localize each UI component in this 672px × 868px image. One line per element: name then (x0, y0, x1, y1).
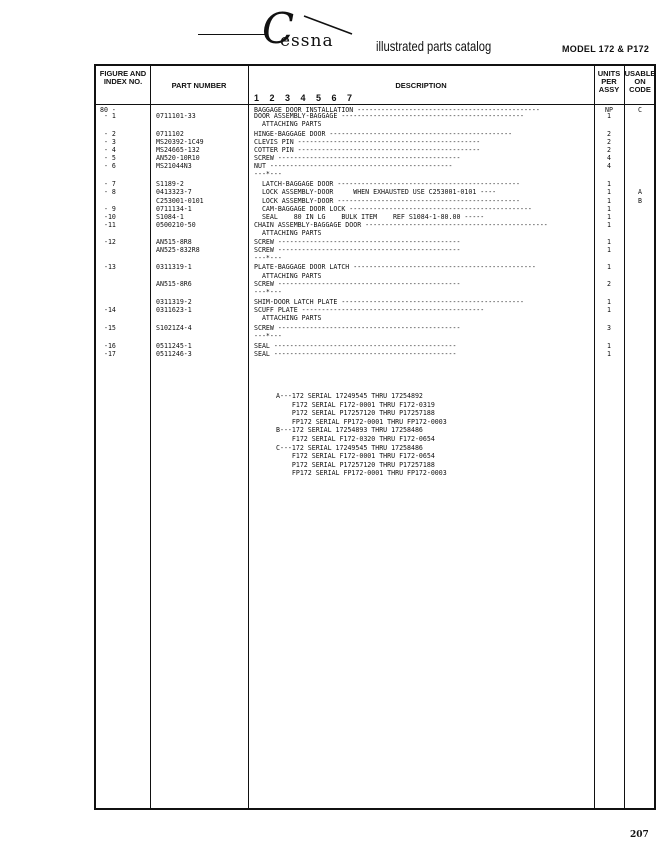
description-cell: SCREW ---------------------------------------------- (254, 324, 461, 332)
part-number-cell: AN515-8R6 (156, 280, 192, 288)
part-number-cell: S1189-2 (156, 180, 184, 188)
description-cell: ATTACHING PARTS (254, 229, 322, 237)
part-number-cell: 0511245-1 (156, 342, 192, 350)
figure-index-cell: 80 - (100, 106, 116, 114)
part-number-cell: C253001-0101 (156, 197, 204, 205)
description-cell: SCREW ---------------------------------------------- (254, 154, 461, 162)
part-number-cell: 0311623-1 (156, 306, 192, 314)
part-number-cell: 0311319-2 (156, 298, 192, 306)
parts-table (94, 64, 656, 810)
note-line: FP172 SERIAL FP172-0001 THRU FP172-0003 (276, 417, 447, 426)
part-number-cell: 0311319-1 (156, 263, 192, 271)
units-per-assy-cell: 1 (607, 197, 611, 205)
note-line: C---172 SERIAL 17249545 THRU 17258486 (276, 443, 423, 452)
table-row (96, 350, 654, 359)
part-number-cell: S1021Z4-4 (156, 324, 192, 332)
units-per-assy-cell: 1 (607, 205, 611, 213)
figure-index-cell: - 5 (100, 154, 116, 162)
table-row (96, 170, 654, 179)
usable-on-code-cell: A (638, 188, 642, 196)
column-header-part-number: PART NUMBER (171, 81, 227, 90)
table-row (96, 229, 654, 238)
units-per-assy-cell: 2 (607, 280, 611, 288)
units-per-assy-cell: 1 (607, 342, 611, 350)
note-line: B---172 SERIAL 17254893 THRU 17258486 (276, 426, 423, 435)
figure-index-cell: -16 (100, 342, 116, 350)
figure-index-cell: -13 (100, 263, 116, 271)
description-cell: SCUFF PLATE ---------------------------------------------- (254, 306, 485, 314)
table-row (96, 332, 654, 341)
description-cell: DOOR ASSEMBLY-BAGGAGE ---------------------------------------------- (254, 112, 524, 120)
part-number-cell: MS21044N3 (156, 162, 192, 170)
figure-index-cell: - 6 (100, 162, 116, 170)
column-header-usable-code: USABLE ON CODE (624, 69, 656, 94)
description-cell: ---*--- (254, 332, 282, 340)
part-number-cell: S1084-1 (156, 213, 184, 221)
description-cell: SEAL 80 IN LG BULK ITEM REF S1084-1-80.00 ----- (254, 213, 485, 221)
note-line: F172 SERIAL F172-0320 THRU F172-0654 (276, 434, 435, 443)
part-number-cell: 0511246-3 (156, 350, 192, 358)
table-row (96, 188, 654, 197)
brand-wordmark: essna (280, 31, 334, 51)
units-per-assy-cell: NP (605, 106, 613, 114)
units-per-assy-cell: 2 (607, 138, 611, 146)
part-number-cell: 0711134-1 (156, 205, 192, 213)
table-row (96, 263, 654, 272)
indent-level-digits: 1 2 3 4 5 6 7 (254, 93, 357, 103)
part-number-cell: MS20392-1C49 (156, 138, 204, 146)
units-per-assy-cell: 1 (607, 112, 611, 120)
description-cell: ATTACHING PARTS (254, 272, 322, 280)
figure-index-cell: - 8 (100, 188, 116, 196)
description-cell: CAM-BAGGAGE DOOR LOCK ---------------------------------------------- (254, 205, 532, 213)
units-per-assy-cell: 1 (607, 298, 611, 306)
figure-index-cell: -12 (100, 238, 116, 246)
units-per-assy-cell: 1 (607, 188, 611, 196)
description-cell: ---*--- (254, 170, 282, 178)
units-per-assy-cell: 2 (607, 146, 611, 154)
units-per-assy-cell: 1 (607, 350, 611, 358)
description-cell: SCREW ---------------------------------------------- (254, 246, 461, 254)
description-cell: SHIM-DOOR LATCH PLATE ---------------------------------------------- (254, 298, 524, 306)
logo-rule-left (198, 34, 266, 35)
description-cell: SCREW ---------------------------------------------- (254, 238, 461, 246)
description-cell: SCREW ---------------------------------------------- (254, 280, 461, 288)
description-cell: COTTER PIN ---------------------------------------------- (254, 146, 481, 154)
note-line: F172 SERIAL F172-0001 THRU F172-0319 (276, 400, 435, 409)
usable-on-code-cell: B (638, 197, 642, 205)
part-number-cell: 0711101-33 (156, 112, 196, 120)
catalog-title: illustrated parts catalog (376, 38, 492, 54)
description-cell: BAGGAGE DOOR INSTALLATION ---------------------------------------------- (254, 106, 540, 114)
part-number-cell: 0413323-7 (156, 188, 192, 196)
figure-index-cell: -10 (100, 213, 116, 221)
figure-index-cell: - 1 (100, 112, 116, 120)
figure-index-cell: - 4 (100, 146, 116, 154)
note-line: A---172 SERIAL 17249545 THRU 17254892 (276, 392, 423, 400)
note-line: FP172 SERIAL FP172-0001 THRU FP172-0003 (276, 469, 447, 478)
part-number-cell: 0500210-50 (156, 221, 196, 229)
units-per-assy-cell: 1 (607, 238, 611, 246)
table-row (96, 314, 654, 323)
description-cell: LATCH-BAGGAGE DOOR ---------------------------------------------- (254, 180, 520, 188)
description-cell: HINGE-BAGGAGE DOOR ---------------------------------------------- (254, 130, 513, 138)
note-line: P172 SERIAL P17257120 THRU P17257188 (276, 409, 435, 418)
description-cell: ATTACHING PARTS (254, 314, 322, 322)
description-cell: PLATE-BAGGAGE DOOR LATCH ---------------------------------------------- (254, 263, 536, 271)
units-per-assy-cell: 1 (607, 263, 611, 271)
part-number-cell: AN525-832R8 (156, 246, 200, 254)
description-cell: CLEVIS PIN ---------------------------------------------- (254, 138, 481, 146)
description-cell: ATTACHING PARTS (254, 120, 322, 128)
serial-effectivity-notes (276, 392, 447, 478)
figure-index-cell: - 2 (100, 130, 116, 138)
brand-initial: C (262, 4, 295, 53)
note-line: P172 SERIAL P17257120 THRU P17257188 (276, 460, 435, 469)
note-line: F172 SERIAL F172-0001 THRU F172-0654 (276, 452, 435, 461)
units-per-assy-cell: 1 (607, 306, 611, 314)
units-per-assy-cell: 2 (607, 130, 611, 138)
figure-index-cell: -14 (100, 306, 116, 314)
table-row (96, 254, 654, 263)
usable-on-code-cell: C (638, 106, 642, 114)
description-cell: ---*--- (254, 288, 282, 296)
description-cell: SEAL ---------------------------------------------- (254, 350, 457, 358)
column-header-figure: FIGURE AND INDEX NO. (99, 69, 147, 86)
description-cell: LOCK ASSEMBLY-DOOR WHEN EXHAUSTED USE C253001-0101 ---- (254, 188, 497, 196)
figure-index-cell: -11 (100, 221, 116, 229)
model-title: MODEL 172 & P172 (562, 44, 650, 54)
description-cell: ---*--- (254, 254, 282, 262)
figure-index-cell: - 3 (100, 138, 116, 146)
figure-index-cell: - 9 (100, 205, 116, 213)
header-rule (96, 104, 654, 105)
part-number-cell: MS24665-132 (156, 146, 200, 154)
description-cell: SEAL ---------------------------------------------- (254, 342, 457, 350)
units-per-assy-cell: 4 (607, 162, 611, 170)
table-row (96, 288, 654, 297)
units-per-assy-cell: 1 (607, 221, 611, 229)
units-per-assy-cell: 4 (607, 154, 611, 162)
figure-index-cell: -15 (100, 324, 116, 332)
part-number-cell: AN520-10R10 (156, 154, 200, 162)
figure-index-cell: - 7 (100, 180, 116, 188)
part-number-cell: 0711102 (156, 130, 184, 138)
column-header-units: UNITS PER ASSY (597, 69, 621, 94)
page-header (0, 0, 672, 64)
description-cell: CHAIN ASSEMBLY-BAGGAGE DOOR ---------------------------------------------- (254, 221, 548, 229)
units-per-assy-cell: 1 (607, 213, 611, 221)
part-number-cell: AN515-8R8 (156, 238, 192, 246)
column-header-description: DESCRIPTION (395, 81, 447, 90)
table-row (96, 120, 654, 129)
figure-index-cell: -17 (100, 350, 116, 358)
units-per-assy-cell: 3 (607, 324, 611, 332)
units-per-assy-cell: 1 (607, 180, 611, 188)
units-per-assy-cell: 1 (607, 246, 611, 254)
description-cell: LOCK ASSEMBLY-DOOR ---------------------------------------------- (254, 197, 520, 205)
page-number: 207 (630, 830, 649, 840)
description-cell: NUT ---------------------------------------------- (254, 162, 453, 170)
